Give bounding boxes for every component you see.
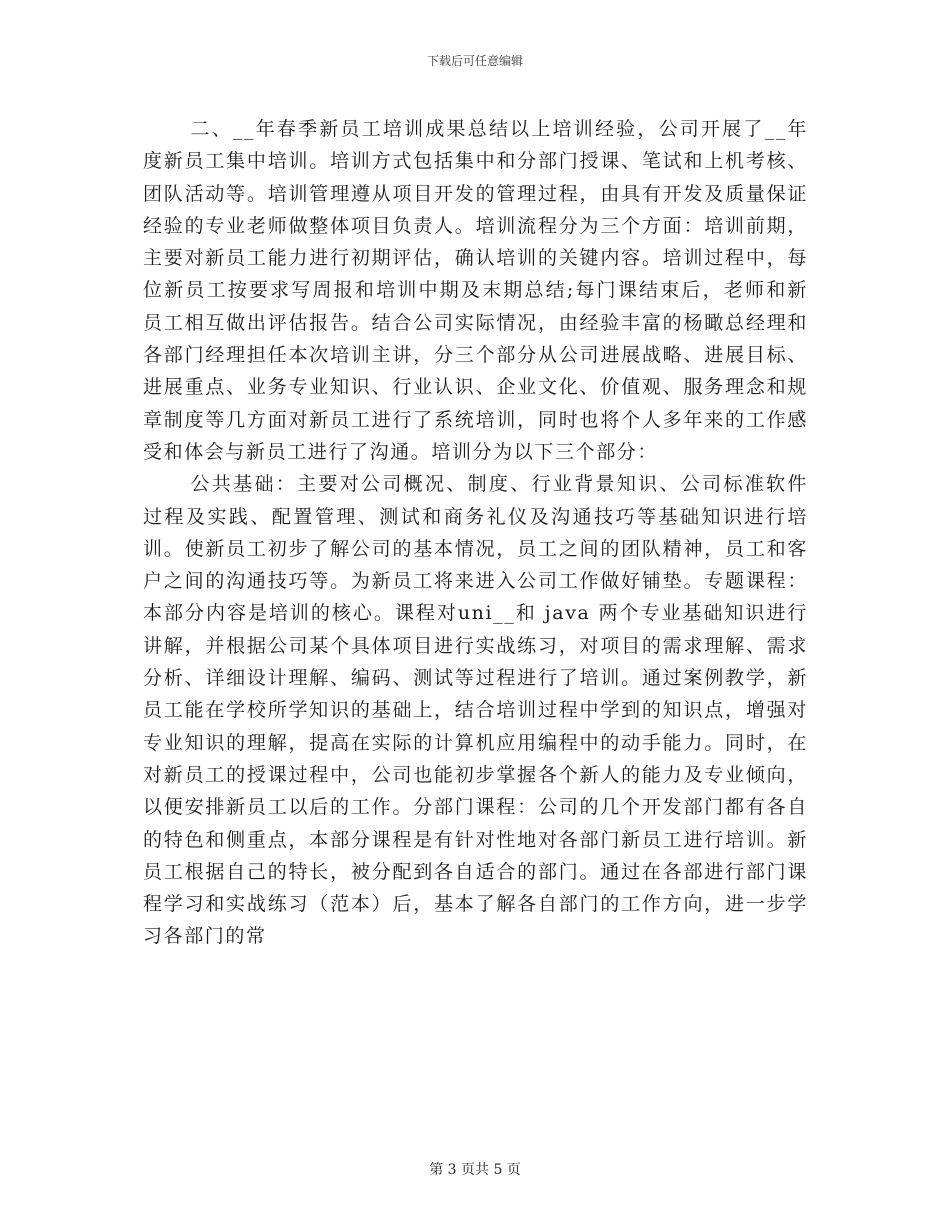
paragraph-training-summary: 二、__年春季新员工培训成果总结以上培训经验，公司开展了__年度新员工集中培训。培训方式包括集中和分部门授课、笔试和上机考核、团队活动等。培训管理遵从项目开发的管理过程，由具有开发及质量保证经验的专业老师做整体项目负责人。培训流程分为三个方面：培训前期，主要对新员工能力进行初期评估，确认培训的关键内容。培训过程中，每位新员工按要求写周报和培训中期及末期总结;每门课结束后，老师和新员工相互做出评估报告。结合公司实际情况，由经验丰富的杨瞰总经理和各部门经理担任本次培训主讲，分三个部分从公司进展战略、进展目标、进展重点、业务专业知识、行业认识、企业文化、价值观、服务理念和规章制度等几方面对新员工进行了系统培训，同时也将个人多年来的工作感受和体会与新员工进行了沟通。培训分为以下三个部分： [143,118,808,463]
paragraph-training-parts: 公共基础：主要对公司概况、制度、行业背景知识、公司标准软件过程及实践、配置管理、测试和商务礼仪及沟通技巧等基础知识进行培训。使新员工初步了解公司的基本情况，员工之间的团队精神，员工和客户之间的沟通技巧等。为新员工将来进入公司工作做好铺垫。专题课程：本部分内容是培训的核心。课程对uni__和 java 两个专业基础知识进行讲解，并根据公司某个具体项目进行实战练习，对项目的需求理解、需求分析、详细设计理解、编码、测试等过程进行了培训。通过案例教学，新员工能在学校所学知识的基础上，结合培训过程中学到的知识点，增强对专业知识的理解，提高在实际的计算机应用编程中的动手能力。同时，在对新员工的授课过程中，公司也能初步掌握各个新人的能力及专业倾向，以便安排新员工以后的工作。分部门课程：公司的几个开发部门都有各自的特色和侧重点，本部分课程是有针对性地对各部门新员工进行培训。新员工根据自己的特长，被分配到各自适合的部门。通过在各部进行部门课程学习和实战练习（范本）后，基本了解各自部门的工作方向，进一步学习各部门的常 [143,473,808,948]
header-note: 下载后可任意编辑 [426,54,523,68]
document-body [143,113,808,953]
page-number: 第 3 页共 5 页 [429,1162,521,1178]
